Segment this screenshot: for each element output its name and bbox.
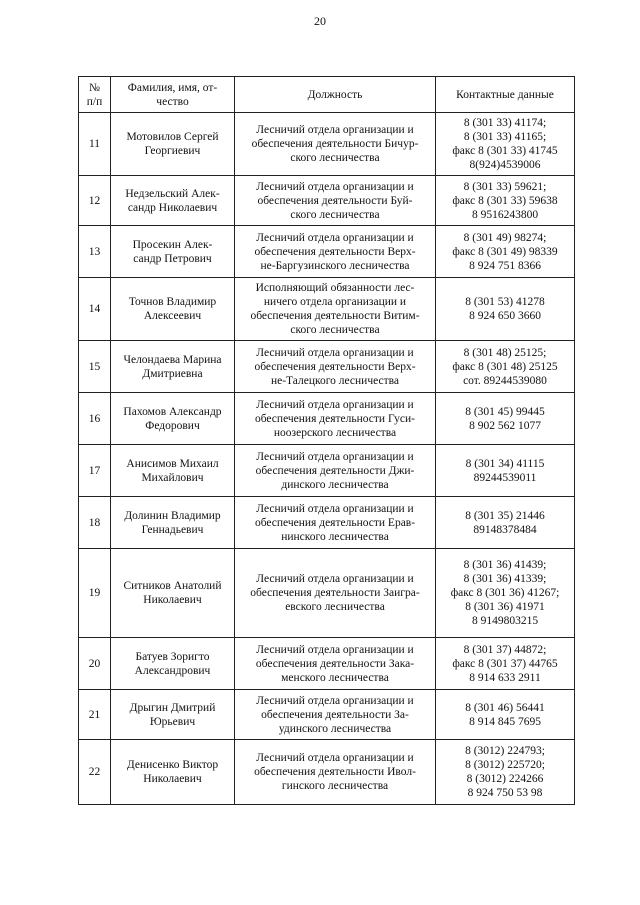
contacts: 8 (301 37) 44872; факс 8 (301 37) 44765 8 914 633 2911: [436, 638, 575, 690]
contacts: 8 (301 35) 21446 89148378484: [436, 497, 575, 549]
table-body: [79, 113, 575, 805]
contacts: 8 (301 45) 99445 8 902 562 1077: [436, 393, 575, 445]
table-row: [79, 445, 575, 497]
table-row: [79, 549, 575, 638]
header-number: № п/п: [79, 77, 111, 113]
row-number: 21: [79, 690, 111, 740]
row-number: 12: [79, 176, 111, 226]
full-name: Недзельский Алек- сандр Николаевич: [111, 176, 235, 226]
full-name: Денисенко Виктор Николаевич: [111, 740, 235, 805]
contacts: 8 (301 33) 41174; 8 (301 33) 41165; факс 8 (301 33) 41745 8(924)4539006: [436, 113, 575, 176]
table-row: [79, 497, 575, 549]
row-number: 19: [79, 549, 111, 638]
position: Лесничий отдела организации и обеспечения деятельности Бичур- ского лесничества: [235, 113, 436, 176]
header-contacts: Контактные данные: [436, 77, 575, 113]
staff-contacts-table: [78, 76, 575, 805]
position: Лесничий отдела организации и обеспечения деятельности Зака- менского лесничества: [235, 638, 436, 690]
contacts: 8 (301 53) 41278 8 924 650 3660: [436, 278, 575, 341]
row-number: 17: [79, 445, 111, 497]
position: Лесничий отдела организации и обеспечения деятельности Гуси- ноозерского лесничества: [235, 393, 436, 445]
row-number: 14: [79, 278, 111, 341]
full-name: Анисимов Михаил Михайлович: [111, 445, 235, 497]
full-name: Дрыгин Дмитрий Юрьевич: [111, 690, 235, 740]
full-name: Долинин Владимир Геннадьевич: [111, 497, 235, 549]
position: Исполняющий обязанности лес- ничего отдела организации и обеспечения деятельности Витим- ского лесничества: [235, 278, 436, 341]
contacts: 8 (301 46) 56441 8 914 845 7695: [436, 690, 575, 740]
table-row: [79, 341, 575, 393]
contacts: 8 (301 33) 59621; факс 8 (301 33) 59638 8 9516243800: [436, 176, 575, 226]
full-name: Пахомов Александр Федорович: [111, 393, 235, 445]
position: Лесничий отдела организации и обеспечения деятельности Ерав- нинского лесничества: [235, 497, 436, 549]
position: Лесничий отдела организации и обеспечения деятельности За- удинского лесничества: [235, 690, 436, 740]
table-row: [79, 638, 575, 690]
row-number: 16: [79, 393, 111, 445]
row-number: 20: [79, 638, 111, 690]
table-row: [79, 690, 575, 740]
full-name: Мотовилов Сергей Георгиевич: [111, 113, 235, 176]
position: Лесничий отдела организации и обеспечения деятельности Заигра- евского лесничества: [235, 549, 436, 638]
row-number: 18: [79, 497, 111, 549]
row-number: 15: [79, 341, 111, 393]
row-number: 11: [79, 113, 111, 176]
contacts: 8 (3012) 224793; 8 (3012) 225720; 8 (3012) 224266 8 924 750 53 98: [436, 740, 575, 805]
position: Лесничий отдела организации и обеспечения деятельности Буй- ского лесничества: [235, 176, 436, 226]
full-name: Челондаева Марина Дмитриевна: [111, 341, 235, 393]
full-name: Батуев Зоригто Александрович: [111, 638, 235, 690]
position: Лесничий отдела организации и обеспечения деятельности Верх- не-Талецкого лесничества: [235, 341, 436, 393]
table-row: [79, 176, 575, 226]
full-name: Ситников Анатолий Николаевич: [111, 549, 235, 638]
full-name: Просекин Алек- сандр Петрович: [111, 226, 235, 278]
row-number: 22: [79, 740, 111, 805]
contacts: 8 (301 49) 98274; факс 8 (301 49) 98339 8 924 751 8366: [436, 226, 575, 278]
page-number: 20: [314, 14, 326, 28]
table-row: [79, 393, 575, 445]
header-position: Должность: [235, 77, 436, 113]
contacts: 8 (301 36) 41439; 8 (301 36) 41339; факс 8 (301 36) 41267; 8 (301 36) 41971 8 9149803215: [436, 549, 575, 638]
table-row: [79, 226, 575, 278]
table-row: [79, 740, 575, 805]
contacts: 8 (301 34) 41115 89244539011: [436, 445, 575, 497]
table-row: [79, 278, 575, 341]
table-header-row: [79, 77, 575, 113]
position: Лесничий отдела организации и обеспечения деятельности Джи- динского лесничества: [235, 445, 436, 497]
contacts: 8 (301 48) 25125; факс 8 (301 48) 25125 сот. 89244539080: [436, 341, 575, 393]
position: Лесничий отдела организации и обеспечения деятельности Ивол- гинского лесничества: [235, 740, 436, 805]
header-full-name: Фамилия, имя, от- чество: [111, 77, 235, 113]
position: Лесничий отдела организации и обеспечения деятельности Верх- не-Баргузинского лесничества: [235, 226, 436, 278]
row-number: 13: [79, 226, 111, 278]
full-name: Точнов Владимир Алексеевич: [111, 278, 235, 341]
table-row: [79, 113, 575, 176]
